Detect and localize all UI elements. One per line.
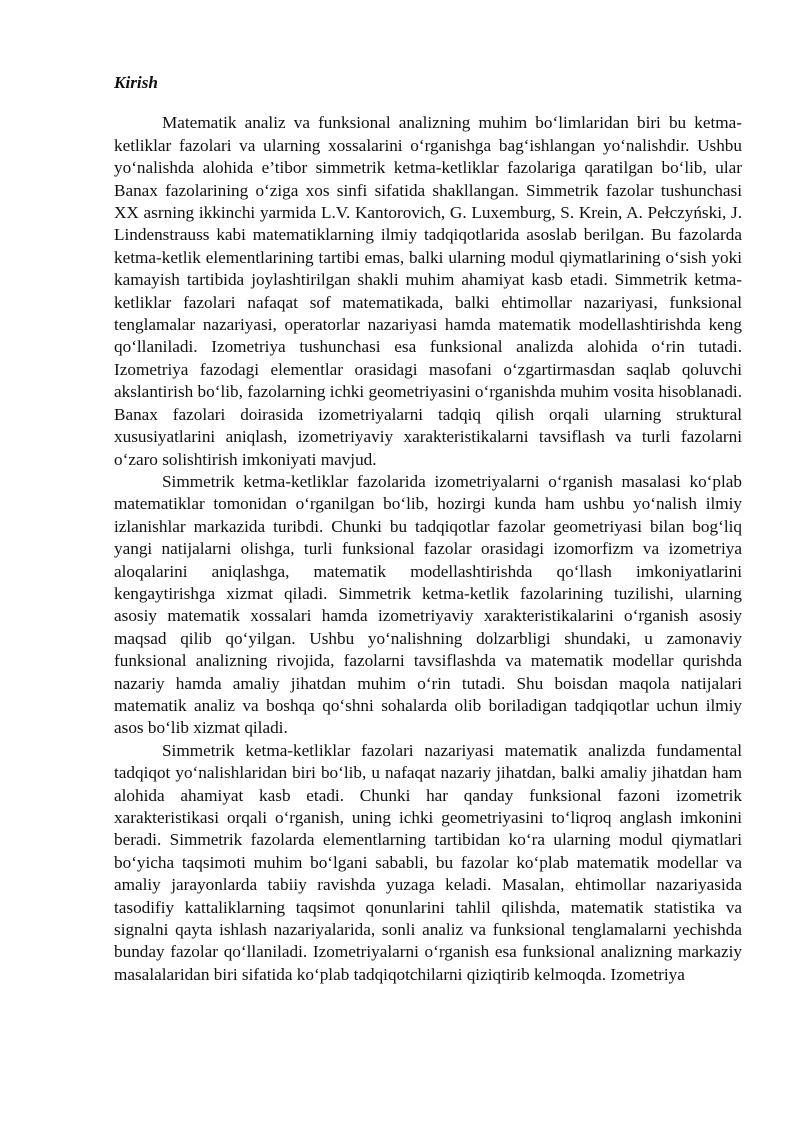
paragraph-1: Matematik analiz va funksional analizning muhim bo‘limlaridan biri bu ketma-ketliklar fazolari va ularning xossalarini o‘rganishga bag‘ishlangan yo‘nalishdir. Ushbu yo‘nalishda alohida e’tibor simmetrik ketma-ketliklar fazolariga qaratilgan bo‘lib, ular Banax fazolarining o‘ziga xos sinfi sifatida shakllangan. Simmetrik fazolar tushunchasi XX asrning ikkinchi yarmida L.V. Kantorovich, G. Luxemburg, S. Krein, A. Pełczyński, J. Lindenstrauss kabi matematiklarning ilmiy tadqiqotlarida asoslab berilgan. Bu fazolarda ketma-ketlik elementlarining tartibi emas, balki ularning modul qiymatlarining o‘sish yoki kamayish tartibida joylashtirilgan shakli muhim ahamiyat kasb etadi. Simmetrik ketma-ketliklar fazolari nafaqat sof matematikada, balki ehtimollar nazariyasi, funksional tenglamalar nazariyasi, operatorlar nazariyasi hamda matematik modellashtirishda keng qo‘llaniladi. Izometriya tushunchasi esa funksional analizda alohida o‘rin tutadi. Izometriya fazodagi elementlar orasidagi masofani o‘zgartirmasdan saqlab qoluvchi akslantirish bo‘lib, fazolarning ichki geometriyasini o‘rganishda muhim vosita hisoblanadi. Banax fazolari doirasida izometriyalarni tadqiq qilish orqali ularning struktural xususiyatlarini aniqlash, izometriyaviy xarakteristikalarni tavsiflash va turli fazolarni o‘zaro solishtirish imkoniyati mavjud. [114, 113, 742, 469]
paragraph-3: Simmetrik ketma-ketliklar fazolari nazariyasi matematik analizda fundamental tadqiqot yo‘nalishlaridan biri bo‘lib, u nafaqat nazariy jihatdan, balki amaliy jihatdan ham alohida ahamiyat kasb etadi. Chunki har qanday funksional fazoni izometrik xarakteristikasi orqali o‘rganish, uning ichki geometriyasini to‘liqroq anglash imkonini beradi. Simmetrik fazolarda elementlarning tartibidan ko‘ra ularning modul qiymatlari bo‘yicha taqsimoti muhim bo‘lgani sababli, bu fazolar ko‘plab matematik modellar va amaliy jarayonlarda tabiiy ravishda yuzaga keladi. Masalan, ehtimollar nazariyasida tasodifiy kattaliklarning taqsimot qonunlarini tahlil qilishda, matematik statistika va signalni qayta ishlash nazariyalarida, sonli analiz va funksional tenglamalarni yechishda bunday fazolar qo‘llaniladi. Izometriyalarni o‘rganish esa funksional analizning markaziy masalalaridan biri sifatida ko‘plab tadqiqotchilarni qiziqtirib kelmoqda. Izometriya [114, 740, 742, 984]
section-heading: Kirish [114, 73, 158, 92]
paragraph-2: Simmetrik ketma-ketliklar fazolarida izometriyalarni o‘rganish masalasi ko‘plab matematiklar tomonidan o‘rganilgan bo‘lib, hozirgi kunda ham ushbu yo‘nalish ilmiy izlanishlar markazida turibdi. Chunki bu tadqiqotlar fazolar geometriyasi bilan bog‘liq yangi natijalarni olishga, turli funksional fazolar orasidagi izomorfizm va izometriya aloqalarini aniqlashga, matematik modellashtirishda qo‘llash imkoniyatlarini kengaytirishga xizmat qiladi. Simmetrik ketma-ketlik fazolarining tuzilishi, ularning asosiy matematik xossalari hamda izometriyaviy xarakteristikalarini o‘rganish asosiy maqsad qilib qo‘yilgan. Ushbu yo‘nalishning dolzarbligi shundaki, u zamonaviy funksional analizning rivojida, fazolarni tavsiflashda va matematik modellar qurishda nazariy hamda amaliy jihatdan muhim o‘rin tutadi. Shu boisdan maqola natijalari matematik analiz va boshqa qo‘shni sohalarda olib boriladigan tadqiqotlar uchun ilmiy asos bo‘lib xizmat qiladi. [114, 471, 742, 738]
document-page [114, 72, 742, 986]
